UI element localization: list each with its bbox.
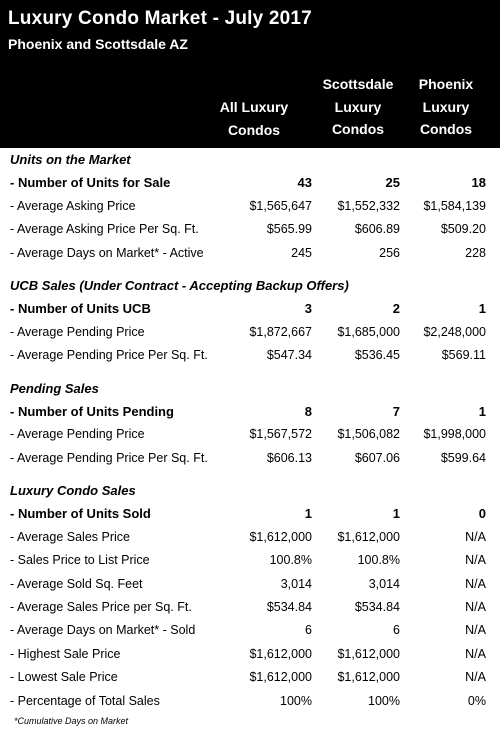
row-label: - Average Sold Sq. Feet: [10, 576, 143, 591]
phoenix-value: N/A: [465, 623, 486, 638]
column-header-line: Phoenix: [418, 76, 474, 92]
table-row: [0, 619, 500, 642]
all-luxury-value: 100.8%: [269, 553, 312, 568]
phoenix-value: N/A: [465, 576, 486, 591]
row-label: - Average Days on Market* - Active: [10, 245, 204, 260]
scottsdale-value: 1: [392, 506, 400, 522]
all-luxury-value: $565.99: [266, 222, 312, 237]
all-luxury-value: $547.34: [266, 348, 312, 363]
column-header-scottsdale-luxury-condos: [316, 73, 400, 141]
section-spacer: [0, 470, 500, 479]
scottsdale-value: $534.84: [354, 600, 400, 615]
column-header-line: Scottsdale: [322, 76, 394, 92]
row-label: - Average Days on Market* - Sold: [10, 623, 196, 638]
section-heading: [0, 377, 500, 400]
all-luxury-value: $1,612,000: [249, 646, 312, 661]
all-luxury-value: 3: [304, 301, 312, 317]
phoenix-value: 0: [478, 506, 486, 522]
section-title: Units on the Market: [10, 152, 131, 167]
all-luxury-value: $606.13: [266, 450, 312, 465]
scottsdale-value: $606.89: [354, 222, 400, 237]
row-label: - Average Sales Price: [10, 529, 130, 544]
table-row: [0, 297, 500, 320]
row-label: - Percentage of Total Sales: [10, 693, 160, 708]
section-title: UCB Sales (Under Contract - Accepting Backup Offers): [10, 277, 349, 293]
column-header-line: All Luxury: [219, 99, 289, 115]
row-label: - Average Asking Price Per Sq. Ft.: [10, 222, 199, 237]
all-luxury-value: $1,612,000: [249, 529, 312, 544]
table-row: [0, 242, 500, 265]
scottsdale-value: $1,612,000: [337, 670, 400, 685]
phoenix-value: 1: [478, 301, 486, 317]
row-label: - Number of Units Pending: [10, 403, 174, 419]
scottsdale-value: 2: [392, 301, 400, 317]
table-row: [0, 573, 500, 596]
table-row: [0, 502, 500, 525]
all-luxury-value: 43: [297, 175, 312, 191]
scottsdale-value: $1,612,000: [337, 529, 400, 544]
table-row: [0, 218, 500, 241]
all-luxury-value: 1: [304, 506, 312, 522]
scottsdale-value: $1,552,332: [337, 198, 400, 213]
row-label: - Lowest Sale Price: [10, 670, 118, 685]
phoenix-value: 1: [478, 403, 486, 419]
column-header-line: Luxury: [334, 98, 382, 115]
section-title: Pending Sales: [10, 380, 99, 396]
row-label: - Highest Sale Price: [10, 646, 121, 661]
column-header-line: Condos: [331, 121, 385, 137]
scottsdale-value: 3,014: [368, 576, 400, 591]
column-header-line: Condos: [227, 121, 281, 138]
all-luxury-value: $1,565,647: [249, 198, 312, 213]
table-row: [0, 344, 500, 367]
table-row: [0, 321, 500, 344]
row-label: - Average Pending Price: [10, 427, 145, 442]
phoenix-value: $2,248,000: [423, 324, 486, 339]
column-header-line: Luxury: [422, 98, 470, 115]
scottsdale-value: 25: [385, 175, 400, 191]
phoenix-value: N/A: [465, 646, 486, 661]
row-label: - Average Pending Price Per Sq. Ft.: [10, 348, 208, 363]
section-heading: [0, 479, 500, 502]
scottsdale-value: $1,506,082: [337, 427, 400, 442]
row-label: - Number of Units for Sale: [10, 175, 171, 191]
scottsdale-value: $607.06: [354, 450, 400, 465]
all-luxury-value: 8: [304, 403, 312, 419]
scottsdale-value: 256: [379, 245, 400, 260]
scottsdale-value: 6: [393, 623, 400, 638]
row-label: - Average Sales Price per Sq. Ft.: [10, 600, 192, 615]
table-row: [0, 400, 500, 423]
row-label: - Average Asking Price: [10, 198, 136, 213]
table-row: [0, 690, 500, 713]
column-header-all-luxury-condos: [212, 96, 296, 141]
all-luxury-value: $1,872,667: [249, 324, 312, 339]
footnote: *Cumulative Days on Market: [14, 716, 129, 726]
column-header-line: Condos: [419, 121, 473, 137]
all-luxury-value: 6: [305, 623, 312, 638]
phoenix-value: $569.11: [441, 348, 486, 363]
phoenix-value: $599.64: [440, 450, 486, 465]
table-row: [0, 171, 500, 194]
table-row: [0, 526, 500, 549]
phoenix-value: N/A: [465, 600, 486, 615]
table-row: [0, 447, 500, 470]
scottsdale-value: 100%: [368, 693, 400, 708]
row-label: - Number of Units Sold: [10, 506, 151, 522]
row-label: - Average Pending Price Per Sq. Ft.: [10, 450, 208, 465]
section-spacer: [0, 265, 500, 274]
phoenix-value: $509.20: [440, 222, 486, 237]
column-header-phoenix-luxury-condos: [404, 73, 488, 141]
scottsdale-value: $1,685,000: [337, 324, 400, 339]
phoenix-value: N/A: [465, 670, 486, 685]
table-row: [0, 643, 500, 666]
market-data-table: [0, 148, 500, 713]
table-row: [0, 666, 500, 689]
section-heading: [0, 148, 500, 171]
all-luxury-value: $1,567,572: [249, 427, 312, 442]
phoenix-value: N/A: [465, 529, 486, 544]
table-row: [0, 596, 500, 619]
scottsdale-value: 100.8%: [357, 553, 400, 568]
report-subtitle: Phoenix and Scottsdale AZ: [8, 36, 188, 52]
report-title: Luxury Condo Market - July 2017: [8, 8, 312, 29]
row-label: - Number of Units UCB: [10, 301, 151, 317]
scottsdale-value: 7: [392, 403, 400, 419]
phoenix-value: 0%: [467, 693, 486, 708]
phoenix-value: 228: [465, 245, 486, 260]
all-luxury-value: 245: [291, 245, 312, 260]
all-luxury-value: 3,014: [280, 576, 312, 591]
table-row: [0, 195, 500, 218]
section-spacer: [0, 368, 500, 377]
all-luxury-value: $534.84: [266, 600, 312, 615]
scottsdale-value: $536.45: [354, 348, 400, 363]
table-row: [0, 549, 500, 572]
section-heading: [0, 274, 500, 297]
phoenix-value: 18: [471, 175, 486, 191]
all-luxury-value: $1,612,000: [249, 670, 312, 685]
phoenix-value: N/A: [465, 553, 486, 568]
scottsdale-value: $1,612,000: [337, 646, 400, 661]
report-header: [0, 0, 500, 148]
table-row: [0, 423, 500, 446]
row-label: - Sales Price to List Price: [10, 553, 150, 568]
phoenix-value: $1,998,000: [423, 427, 486, 442]
section-title: Luxury Condo Sales: [10, 483, 136, 499]
phoenix-value: $1,584,139: [423, 198, 486, 213]
all-luxury-value: 100%: [280, 693, 312, 708]
row-label: - Average Pending Price: [10, 324, 145, 339]
